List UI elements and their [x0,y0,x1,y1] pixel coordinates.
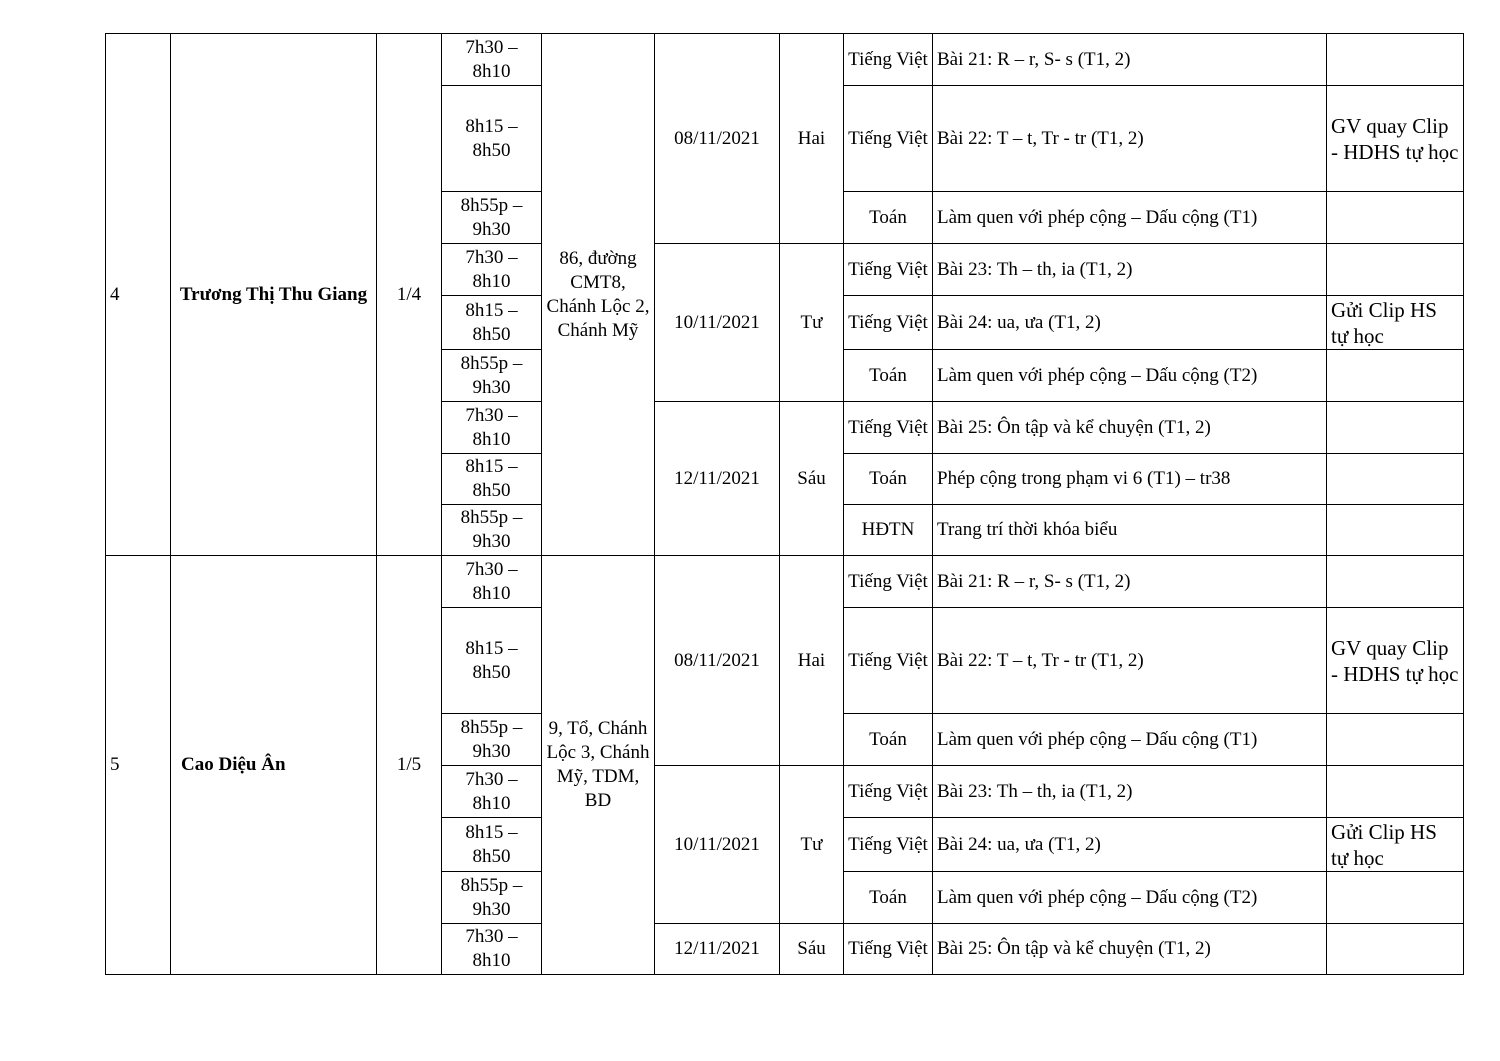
lesson-cell: Bài 25: Ôn tập và kể chuyện (T1, 2) [933,402,1327,454]
subject-cell: Tiếng Việt [844,766,933,818]
lesson-cell: Phép cộng trong phạm vi 6 (T1) – tr38 [933,454,1327,505]
subject-cell: Toán [844,192,933,244]
lesson-cell: Bài 22: T – t, Tr - tr (T1, 2) [933,608,1327,714]
time-cell: 8h55p – 9h30 [442,872,542,924]
note-cell: Gửi Clip HS tự học [1327,296,1464,350]
lesson-cell: Bài 23: Th – th, ia (T1, 2) [933,766,1327,818]
lesson-cell: Làm quen với phép cộng – Dấu cộng (T1) [933,192,1327,244]
lesson-cell: Bài 22: T – t, Tr - tr (T1, 2) [933,86,1327,192]
time-cell: 7h30 – 8h10 [442,244,542,296]
row-number: 5 [106,556,171,975]
time-cell: 7h30 – 8h10 [442,556,542,608]
time-cell: 8h55p – 9h30 [442,350,542,402]
date-cell: 08/11/2021 [655,556,780,766]
subject-cell: HĐTN [844,505,933,556]
time-cell: 8h55p – 9h30 [442,505,542,556]
note-cell [1327,714,1464,766]
weekday-cell: Hai [780,556,844,766]
lesson-cell: Bài 21: R – r, S- s (T1, 2) [933,34,1327,86]
date-cell: 08/11/2021 [655,34,780,244]
table-row [106,556,1464,608]
lesson-cell: Bài 23: Th – th, ia (T1, 2) [933,244,1327,296]
subject-cell: Tiếng Việt [844,244,933,296]
teacher-name: Trương Thị Thu Giang [171,34,377,556]
class-cell: 1/4 [377,34,442,556]
time-cell: 8h15 – 8h50 [442,296,542,350]
teacher-name: Cao Diệu Ân [171,556,377,975]
note-cell [1327,505,1464,556]
note-cell: GV quay Clip - HDHS tự học [1327,608,1464,714]
subject-cell: Tiếng Việt [844,924,933,975]
weekday-cell: Tư [780,766,844,924]
lesson-cell: Bài 21: R – r, S- s (T1, 2) [933,556,1327,608]
time-cell: 8h15 – 8h50 [442,608,542,714]
time-cell: 7h30 – 8h10 [442,402,542,454]
time-cell: 7h30 – 8h10 [442,34,542,86]
note-cell [1327,924,1464,975]
subject-cell: Tiếng Việt [844,34,933,86]
date-cell: 12/11/2021 [655,924,780,975]
time-cell: 8h55p – 9h30 [442,192,542,244]
weekday-cell: Sáu [780,402,844,556]
class-cell: 1/5 [377,556,442,975]
time-cell: 7h30 – 8h10 [442,766,542,818]
weekday-cell: Hai [780,34,844,244]
note-cell [1327,34,1464,86]
lesson-cell: Bài 25: Ôn tập và kể chuyện (T1, 2) [933,924,1327,975]
weekday-cell: Tư [780,244,844,402]
subject-cell: Tiếng Việt [844,818,933,872]
lesson-cell: Trang trí thời khóa biểu [933,505,1327,556]
date-cell: 10/11/2021 [655,766,780,924]
date-cell: 10/11/2021 [655,244,780,402]
time-cell: 8h15 – 8h50 [442,454,542,505]
lesson-cell: Làm quen với phép cộng – Dấu cộng (T2) [933,350,1327,402]
time-cell: 8h15 – 8h50 [442,86,542,192]
time-cell: 8h55p – 9h30 [442,714,542,766]
subject-cell: Tiếng Việt [844,402,933,454]
note-cell [1327,454,1464,505]
subject-cell: Tiếng Việt [844,86,933,192]
address-cell: 9, Tổ, Chánh Lộc 3, Chánh Mỹ, TDM, BD [542,556,655,975]
subject-cell: Tiếng Việt [844,296,933,350]
note-cell [1327,556,1464,608]
note-cell [1327,766,1464,818]
subject-cell: Tiếng Việt [844,556,933,608]
lesson-cell: Bài 24: ua, ưa (T1, 2) [933,296,1327,350]
lesson-cell: Làm quen với phép cộng – Dấu cộng (T1) [933,714,1327,766]
note-cell [1327,192,1464,244]
note-cell: GV quay Clip - HDHS tự học [1327,86,1464,192]
lesson-cell: Bài 24: ua, ưa (T1, 2) [933,818,1327,872]
note-cell: Gửi Clip HS tự học [1327,818,1464,872]
date-cell: 12/11/2021 [655,402,780,556]
time-cell: 8h15 – 8h50 [442,818,542,872]
address-cell: 86, đường CMT8, Chánh Lộc 2, Chánh Mỹ [542,34,655,556]
table-row [106,34,1464,86]
subject-cell: Toán [844,350,933,402]
note-cell [1327,402,1464,454]
schedule-table [105,33,1464,975]
lesson-cell: Làm quen với phép cộng – Dấu cộng (T2) [933,872,1327,924]
subject-cell: Toán [844,454,933,505]
subject-cell: Toán [844,714,933,766]
weekday-cell: Sáu [780,924,844,975]
time-cell: 7h30 – 8h10 [442,924,542,975]
note-cell [1327,350,1464,402]
row-number: 4 [106,34,171,556]
note-cell [1327,244,1464,296]
subject-cell: Tiếng Việt [844,608,933,714]
subject-cell: Toán [844,872,933,924]
note-cell [1327,872,1464,924]
